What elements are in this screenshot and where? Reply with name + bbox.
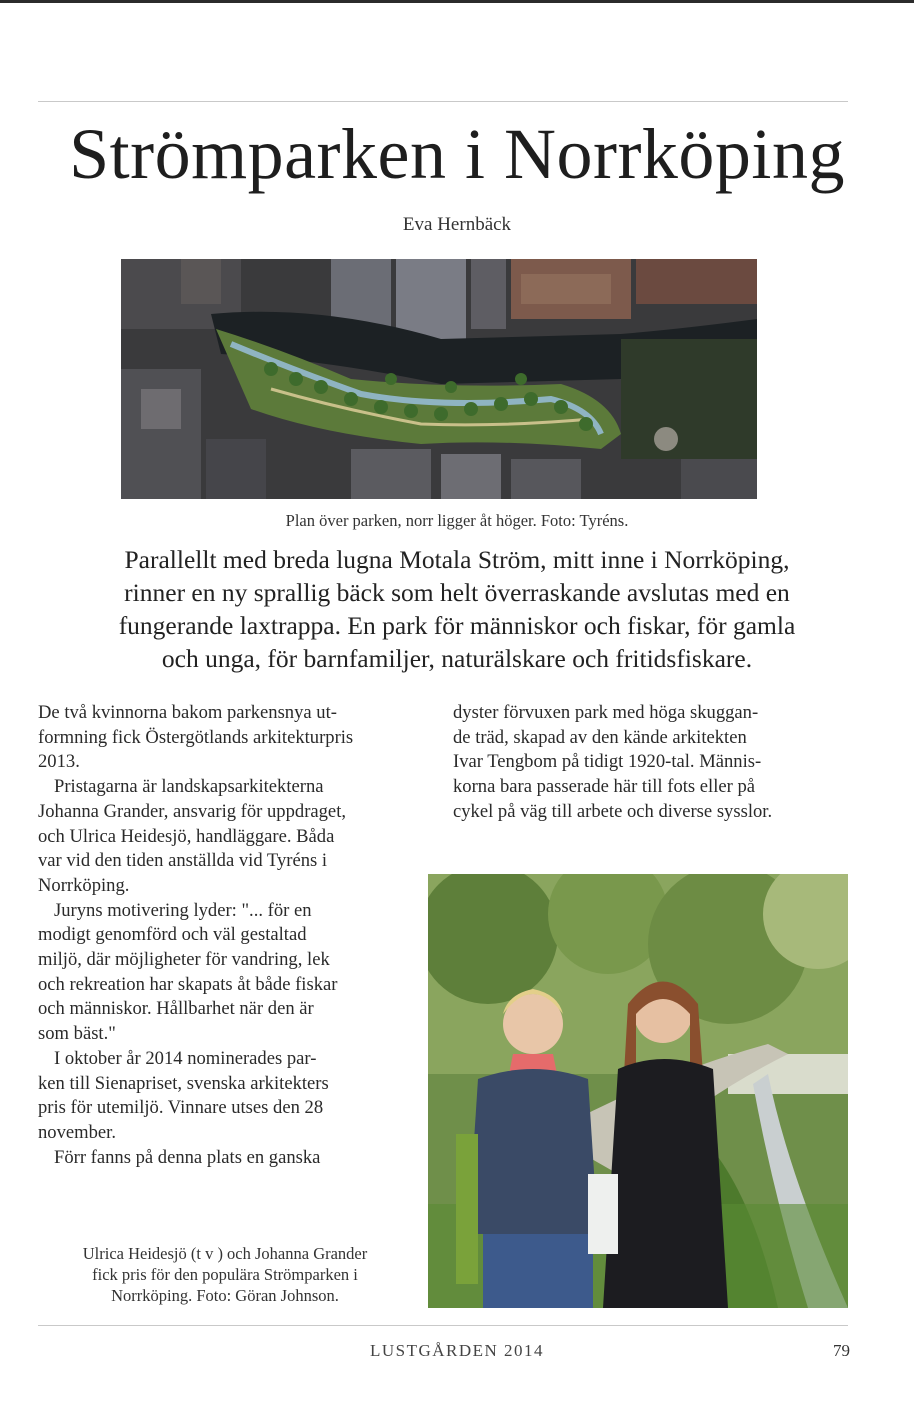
text-line: och människor. Hållbarhet när den är: [38, 998, 314, 1020]
text-line: och rekreation har skapats åt både fiskar: [38, 973, 338, 995]
left-column: [38, 701, 418, 1170]
text-line: och Ulrica Heidesjö, handläggare. Båda: [38, 825, 335, 847]
text-line: I oktober år 2014 nominerades par-: [54, 1047, 317, 1069]
text-line: formning fick Östergötlands arkitekturpris: [38, 726, 354, 748]
top-edge-bar: [0, 0, 914, 3]
caption-line: Ulrica Heidesjö (t v ) och Johanna Grander: [82, 1244, 368, 1263]
text-line: 2013.: [38, 751, 80, 773]
text-line: ken till Sienapriset, svenska arkitekters: [38, 1072, 329, 1094]
text-line: november.: [38, 1121, 116, 1143]
text-line: cykel på väg till arbete och diverse sysslor.: [453, 800, 773, 822]
article-title: Strömparken i Norrköping: [69, 114, 845, 194]
text-line: De två kvinnorna bakom parkensnya ut-: [38, 702, 337, 723]
text-line: de träd, skapad av den kände arkitekten: [453, 726, 747, 748]
publication-name: LUSTGÅRDEN 2014: [369, 1341, 545, 1360]
aerial-plan-image: [121, 259, 757, 499]
text-line: var vid den tiden anställda vid Tyréns i: [38, 850, 328, 872]
portrait-photo: [428, 874, 848, 1308]
header-rule: [38, 101, 848, 102]
text-line: korna bara passerade här till fots eller på: [453, 776, 756, 798]
article-author: Eva Hernbäck: [402, 214, 512, 235]
text-line: Pristagarna är landskapsarkitekterna: [54, 776, 324, 798]
text-line: Ivar Tengbom på tidigt 1920-tal. Männis-: [453, 751, 762, 773]
caption-line: fick pris för den populära Strömparken i: [92, 1265, 358, 1284]
caption-line: Norrköping. Foto: Göran Johnson.: [111, 1286, 339, 1305]
page-number: 79: [833, 1341, 850, 1360]
text-line: Juryns motivering lyder: "... för en: [54, 899, 312, 921]
right-column: [453, 701, 853, 825]
footer-rule: [38, 1325, 848, 1326]
text-line: pris för utemiljö. Vinnare utses den 28: [38, 1097, 324, 1119]
text-line: dyster förvuxen park med höga skuggan-: [453, 702, 759, 723]
text-line: Norrköping.: [38, 874, 130, 896]
photo-caption: [40, 1243, 410, 1306]
text-line: som bäst.": [38, 1023, 116, 1045]
text-line: Johanna Grander, ansvarig för uppdraget,: [38, 800, 347, 822]
text-line: Förr fanns på denna plats en ganska: [54, 1146, 321, 1168]
aerial-caption: Plan över parken, norr ligger åt höger. Foto: Tyréns.: [285, 511, 629, 530]
lead-paragraph: Parallellt med breda lugna Motala Ström, mitt inne i Norrköping, rinner en ny sprallig bäck som helt överraskande avslutas med en fungerande laxtrappa. En park för människor och fiskar, för gamla och unga, för barnfamiljer, naturälskare och fritidsfiskare.: [118, 545, 796, 673]
text-line: miljö, där möjligheter för vandring, lek: [38, 949, 330, 971]
text-line: modigt genomförd och väl gestaltad: [38, 924, 307, 946]
